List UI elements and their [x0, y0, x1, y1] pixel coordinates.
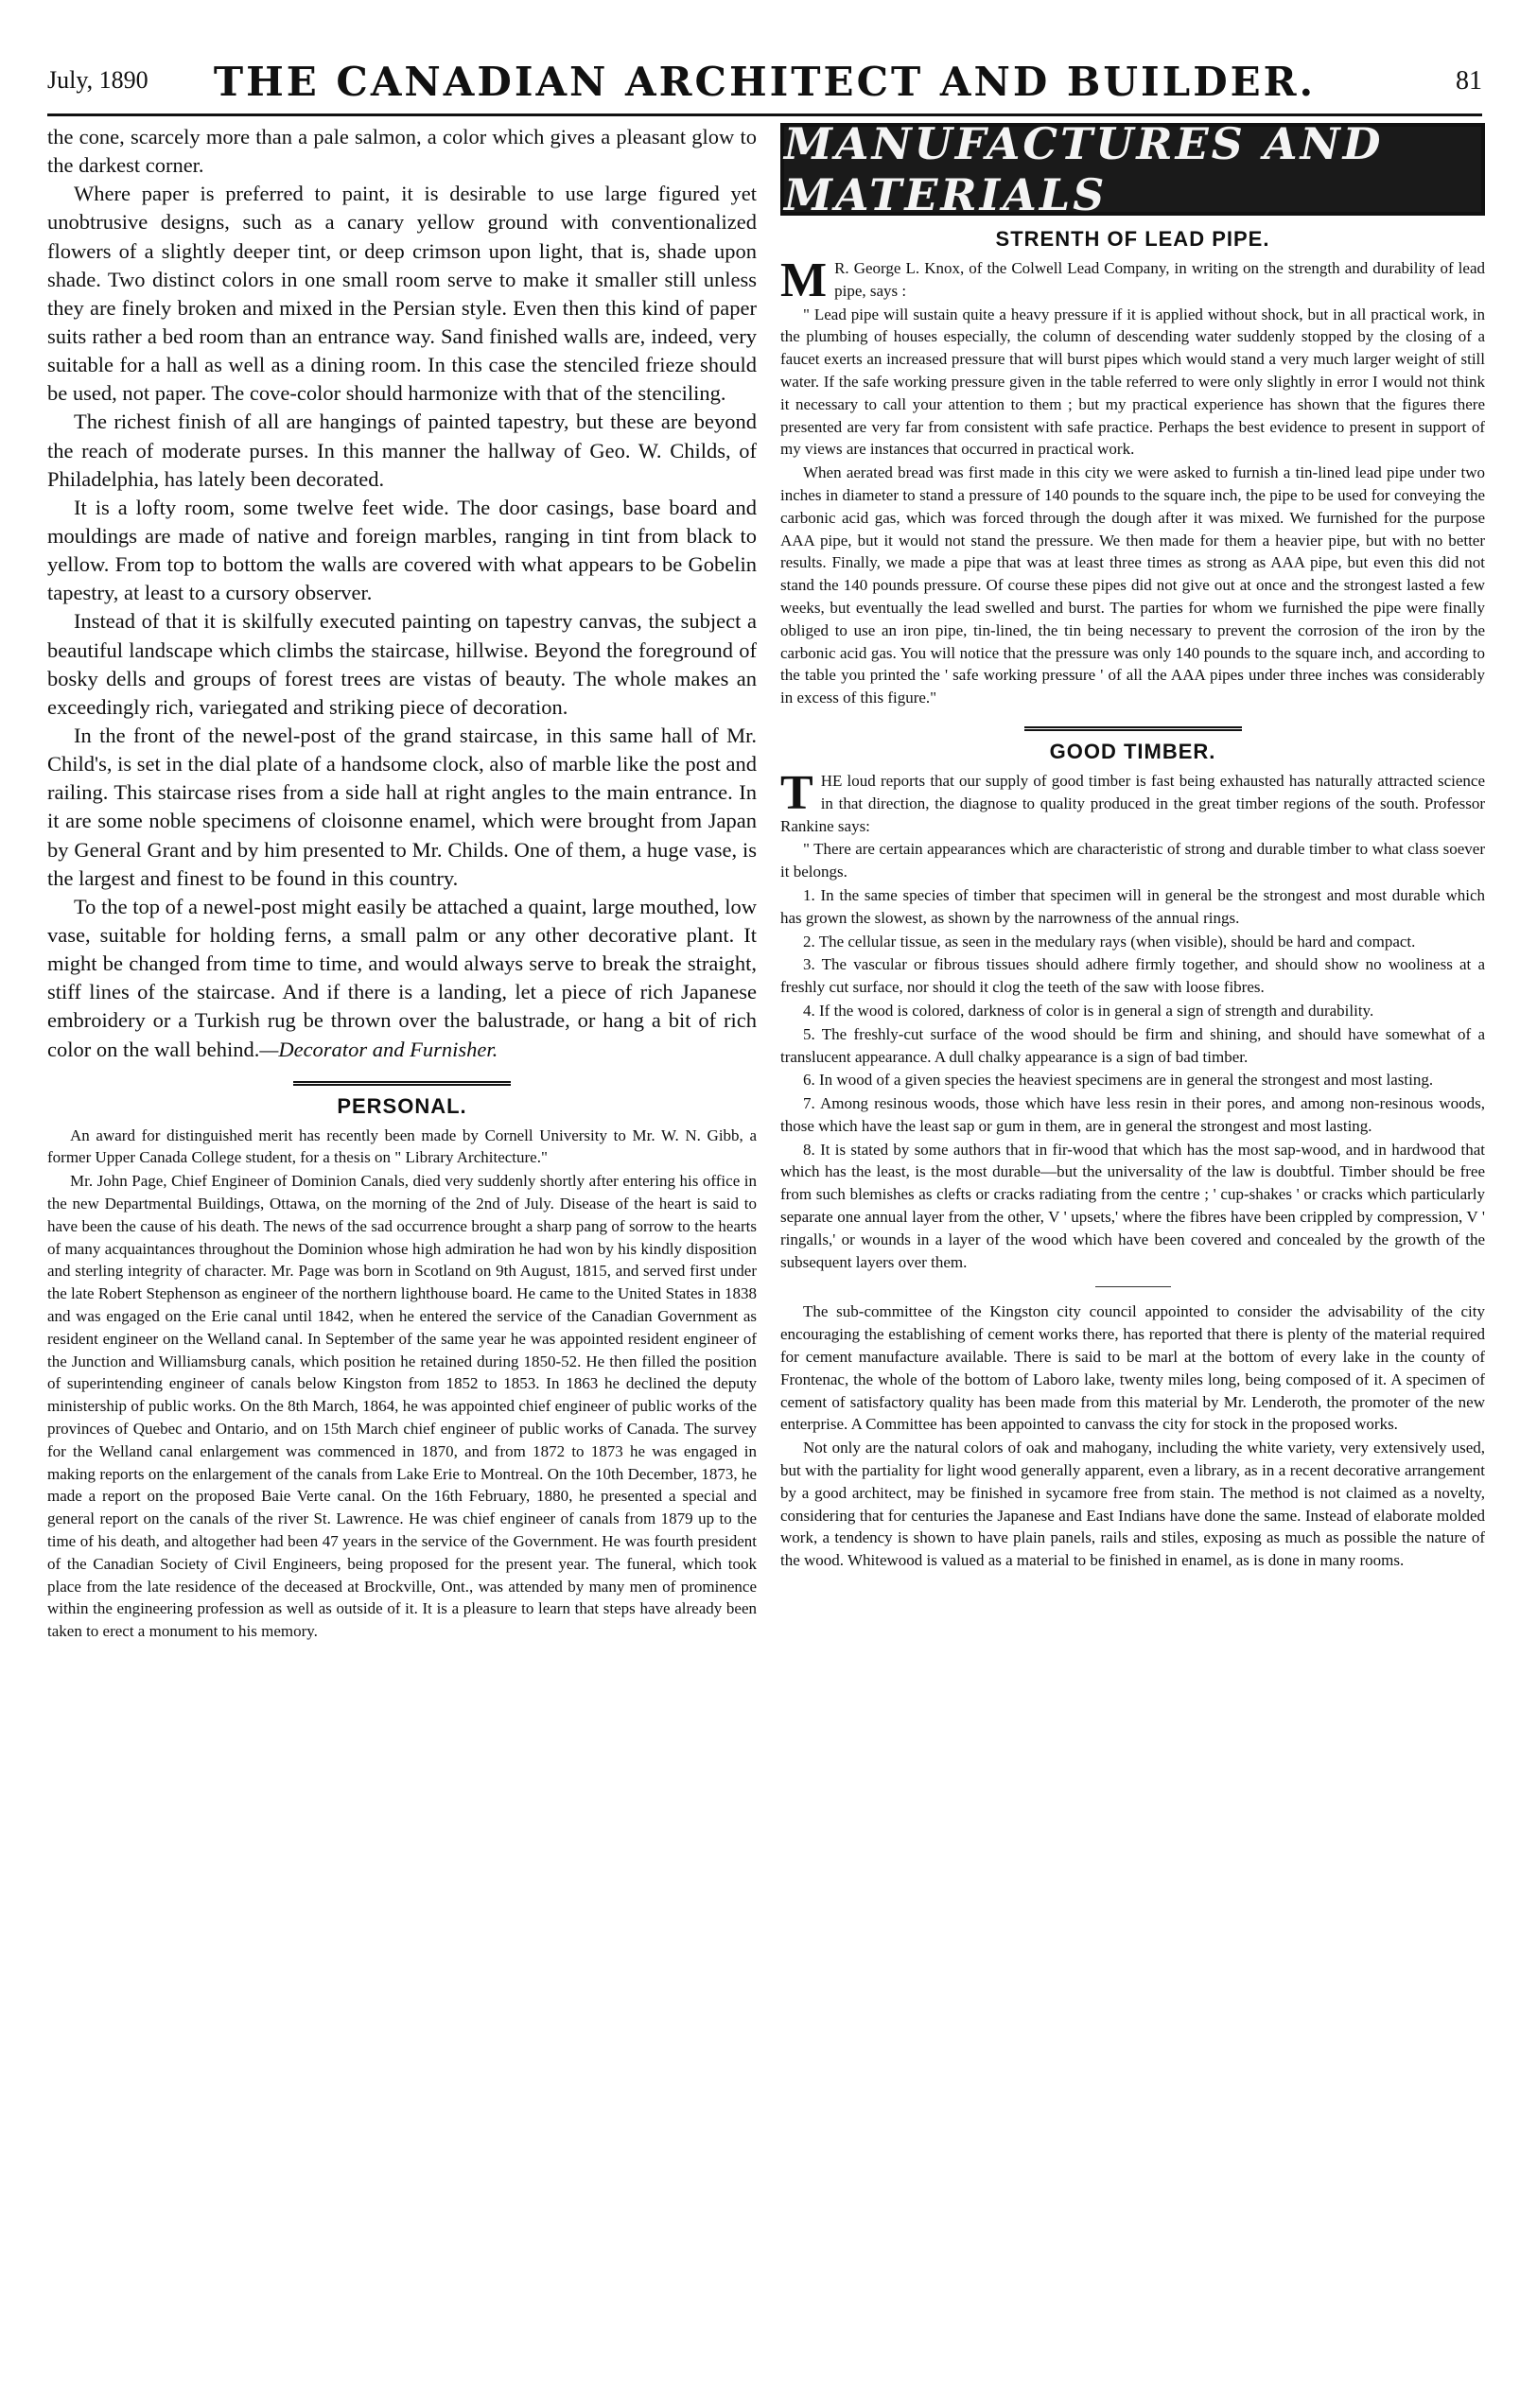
timber-paragraph: 7. Among resinous woods, those which have less resin in their pores, and among non-resinous woods, those which have the least sap or gum in them, are in general the strongest and most lasting.	[780, 1094, 1485, 1135]
article-paragraph: In the front of the newel-post of the grand staircase, in this same hall of Mr. Child's, is set in the dial plate of a handsome clock, also of marble like the post and railing. This staircase rises from a side hall at right angles to the main entrance. In it are some noble specimens of cloisonne enamel, which were brought from Japan by General Grant and by him presented to Mr. Childs. One of them, a huge vase, is the largest and finest to be found in this country.	[47, 723, 757, 890]
section-divider	[1024, 726, 1242, 734]
article-paragraph	[47, 893, 757, 1064]
good-timber-section	[780, 765, 1485, 1274]
lead-pipe-paragraph: When aerated bread was first made in this city we were asked to furnish a tin-lined lead pipe under two inches in diameter to stand a pressure of 140 pounds to the square inch, the pipe to be used for conveying the carbonic acid gas, which was forced through the dough after it was mixed. We furnished for the purpose AAA pipe, but it would not stand the pressure. We then made for them a heavier pipe, but with no better results. Finally, we made a pipe that was at least three times as strong as AAA pipe, but even this did not stand the 140 pounds pressure. Of course these pipes did not give out at once and the strongest lasted a few weeks, but eventually the lead swelled and burst. The parties for whom we furnished the pipe were finally obliged to use an iron pipe, tin-lined, the tin being necessary to prevent the corrosion of the iron by the carbonic acid gas. You will notice that the pressure was only 140 pounds to the square inch, and according to the table you printed the ' safe working pressure ' of all the AAA pipes under three inches was considerably in excess of this figure."	[780, 463, 1485, 707]
good-timber-title: GOOD TIMBER.	[1049, 739, 1216, 763]
article-paragraph: It is a lofty room, some twelve feet wide. The door casings, base board and mouldings are made of native and foreign marbles, ranging in tint from black to yellow. From top to bottom the walls are covered with what appears to be Gobelin tapestry, at least to a cursory observer.	[47, 495, 757, 605]
article-attribution: —Decorator and Furnisher.	[259, 1037, 498, 1061]
timber-paragraph: 4. If the wood is colored, darkness of color is in general a sign of strength and durability.	[803, 1001, 1374, 1020]
good-timber-intro-text: HE loud reports that our supply of good timber is fast being exhausted has naturally attracted science in that direction, the diagnose to quality produced in the great timber regions of the south. Professor Rankine says:	[780, 771, 1485, 835]
article-paragraph: Where paper is preferred to paint, it is desirable to use large figured yet unobtrusive designs, such as a canary yellow ground with conventionalized flowers of a slightly deeper tint, or deep crimson upon light, that is, shade upon shade. Two distinct colors in one small room serve to make it smaller still unless they are finely broken and mixed in the Persian style. Even then this kind of paper suits rather a bed room than an entrance way. Sand finished walls are, indeed, very suitable for a hall as well as a dining room. In this case the stenciled frieze should be used, not paper. The cove-color should harmonize with that of the stenciling.	[47, 182, 757, 406]
misc-notes-section	[780, 1300, 1485, 1572]
good-timber-intro	[780, 765, 1485, 837]
page-number: 81	[1456, 66, 1482, 96]
drop-cap: T	[780, 765, 813, 820]
issue-date: July, 1890	[47, 66, 149, 94]
decoration-article	[47, 123, 757, 1064]
lead-pipe-title: STRENTH OF LEAD PIPE.	[995, 227, 1270, 251]
manufactures-banner	[780, 123, 1485, 220]
drop-cap: M	[780, 253, 828, 307]
lead-pipe-intro-text: R. George L. Knox, of the Colwell Lead Company, in writing on the strength and durability of lead pipe, says :	[834, 259, 1485, 300]
personal-paragraph: Mr. John Page, Chief Engineer of Dominion Canals, died very suddenly shortly after entering his office in the new Departmental Buildings, Ottawa, on the morning of the 2nd of July. Disease of the heart is said to have been the cause of his death. The news of the sad occurrence brought a sharp pang of sorrow to the hearts of many acquaintances throughout the Dominion whose high admiration he had won by his kindly disposition and sterling integrity of character. Mr. Page was born in Scotland on 9th August, 1815, and served first under the late Robert Stephenson as engineer of the northern lighthouse board. He came to the United States in 1838 and was engaged on the Erie canal until 1842, when he entered the service of the Canadian Government as resident engineer on the Welland canal. In September of the same year he was appointed resident engineer of the Junction and Williamsburg canals, which position he retained during 1850-52. He then filled the position of superintending engineer of canals below Kingston from 1852 to 1853. In 1863 he declined the deputy ministership of public works. On the 8th March, 1864, he was appointed chief engineer of public works of the provinces of Quebec and Ontario, and on 15th March chief engineer of public works of Canada. The survey for the Welland canal enlargement was commenced in 1870, and from 1872 to 1873 he was engaged in making reports on the enlargement of the canals from Lake Erie to Montreal. On the 10th December, 1873, he made a report on the proposed Baie Verte canal. On the 16th February, 1880, he presented a special and general report on the canals of the river St. Lawrence. He was chief engineer of canals from 1879 up to the time of his death, and altogether had been 47 years in the service of the Government. He was fourth president of the Canadian Society of Civil Engineers, being proposed for the present year. The funeral, which took place from the late residence of the deceased at Brockville, Ont., was attended by many men of prominence within the engineering profession as well as outside of it. It is a pleasure to learn that steps have already been taken to erect a monument to his memory.	[47, 1172, 757, 1641]
article-paragraph: Instead of that it is skilfully executed painting on tapestry canvas, the subject a beautiful landscape which climbs the staircase, hillwise. Beyond the foreground of bosky dells and groups of forest trees are vistas of beauty. The whole makes an exceedingly rich, variegated and striking piece of decoration.	[47, 609, 757, 719]
timber-paragraph: 2. The cellular tissue, as seen in the medulary rays (when visible), should be hard and compact.	[803, 932, 1416, 951]
timber-paragraph: 6. In wood of a given species the heaviest specimens are in general the strongest and most lasting.	[803, 1071, 1434, 1090]
personal-section	[47, 1125, 757, 1643]
right-column	[780, 123, 1485, 2391]
misc-paragraph: Not only are the natural colors of oak and mahogany, including the white variety, very extensively used, but with the partiality for light wood generally apparent, even a library, as in a recent decorative arrangement by a good architect, may be finished in sycamore free from stain. The method is not claimed as a novelty, considering that for centuries the Japanese and East Indians have done the same. Instead of elaborate molded work, a tendency is shown to have plain panels, rails and stiles, exposing as much as possible the nature of the wood. Whitewood is valued as a material to be finished in enamel, as is done in many rooms.	[780, 1439, 1485, 1570]
lead-pipe-section	[780, 253, 1485, 709]
publication-title: THE CANADIAN ARCHITECT AND BUILDER.	[213, 59, 1317, 105]
personal-paragraph: An award for distinguished merit has recently been made by Cornell University to Mr. W. N. Gibb, a former Upper Canada College student, for a thesis on " Library Architecture."	[47, 1125, 757, 1167]
timber-paragraph: 8. It is stated by some authors that in fir-wood that which has the most sap-wood, and in hardwood that which has the least, is the most durable—but the universality of the law is doubtful. Timber should be free from such blemishes as clefts or cracks radiating from the centre ; ' cup-shakes ' or cracks which particularly separate one annual layer from the other, V ' upsets,' where the fibres have been crippled by compression, V ' ringalls,' or wounds in a layer of the wood which have been covered and concealed by the growth of the subsequent layers over them.	[780, 1140, 1485, 1271]
banner-title: MANUFACTURES AND MATERIALS	[784, 123, 1384, 220]
left-column	[47, 123, 757, 2391]
timber-paragraph: 3. The vascular or fibrous tissues should adhere firmly together, and should show no wooliness at a freshly cut surface, nor should it clog the teeth of the saw with loose fibres.	[780, 955, 1485, 997]
lead-pipe-paragraph: " Lead pipe will sustain quite a heavy pressure if it is applied without shock, but in all practical work, in the plumbing of houses especially, the column of descending water suddenly stopped by the closing of a faucet exerts an increased pressure that will burst pipes which would stand a very much larger weight of still water. If the safe working pressure given in the table referred to were only slightly in error I would not think it necessary to call your attention to them ; but my practical experience has shown that the figures there presented are very far from consistent with safe practice. Perhaps the best evidence to present in support of my views are instances that occurred in practical work.	[780, 305, 1485, 459]
misc-paragraph: The sub-committee of the Kingston city council appointed to consider the advisability of the city encouraging the establishing of cement works there, has reported that there is plenty of the material required for cement manufacture available. There is said to be marl at the bottom of every lake in the county of Frontenac, the whole of the bottom of Laboro lake, twenty miles long, being composed of it. A specimen of cement of satisfactory quality has been made from this material by Mr. Lenderoth, the promoter of the new enterprise. A Committee has been appointed to canvass the city for stock in the proposed works.	[780, 1302, 1485, 1434]
timber-paragraph: 5. The freshly-cut surface of the wood should be firm and shining, and should have somewhat of a translucent appearance. A dull chalky appearance is a sign of bad timber.	[780, 1024, 1485, 1066]
article-paragraph: the cone, scarcely more than a pale salmon, a color which gives a pleasant glow to the darkest corner.	[47, 125, 757, 178]
section-divider	[1095, 1286, 1171, 1287]
timber-paragraph: 1. In the same species of timber that specimen will in general be the strongest and most durable which has grown the slowest, as shown by the narrowness of the annual rings.	[780, 885, 1485, 927]
timber-paragraph: " There are certain appearances which are characteristic of strong and durable timber to what class soever it belongs.	[780, 840, 1485, 881]
article-paragraph: The richest finish of all are hangings of painted tapestry, but these are beyond the reach of moderate purses. In this manner the hallway of Geo. W. Childs, of Philadelphia, has lately been decorated.	[47, 410, 757, 491]
personal-title: PERSONAL.	[337, 1093, 467, 1118]
section-divider	[293, 1081, 511, 1089]
page-header	[47, 57, 1482, 116]
lead-pipe-intro	[780, 253, 1485, 307]
article-paragraph-text: To the top of a newel-post might easily be attached a quaint, large mouthed, low vase, suitable for holding ferns, a small palm or any other decorative plant. It might be changed from time to time, and would always serve to break the straight, stiff lines of the staircase. And if there is a landing, let a piece of rich Japanese embroidery or a Turkish rug be thrown over the balustrade, or hang a bit of rich color on the wall behind.	[47, 894, 757, 1061]
